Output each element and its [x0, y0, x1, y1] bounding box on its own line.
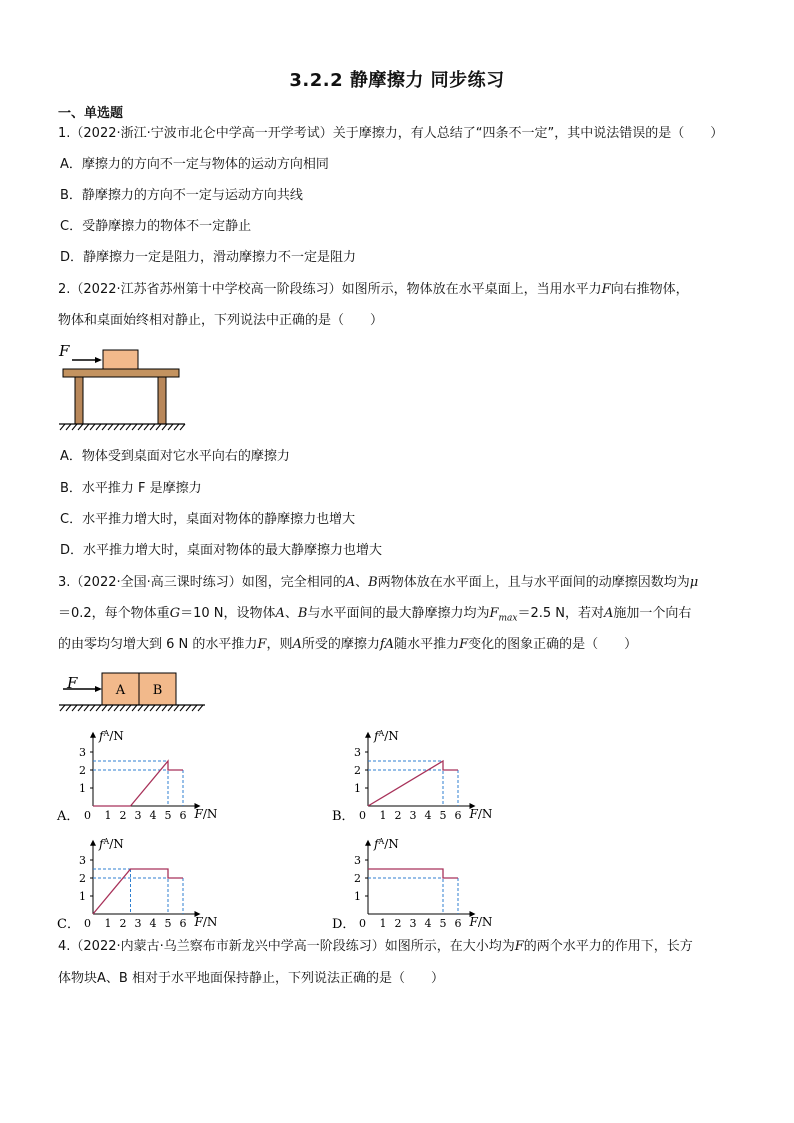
y-tick-label: 2 [354, 872, 361, 885]
x-tick-label: 2 [119, 809, 127, 822]
x-tick-label: 1 [104, 809, 112, 822]
hatch-mark [168, 424, 173, 430]
hatch-mark [180, 705, 185, 711]
q3-stem-line2: ＝0.2，每个物体重G＝10 N，设物体A、B与水平面间的最大静摩擦力均为$F_{max}=2.5$ N，若对A施加一个向右 [58, 606, 692, 624]
x-tick-label: 5 [439, 809, 447, 822]
x-axis-label: F/N [194, 915, 218, 929]
x-tick-label: 6 [179, 917, 187, 930]
hatch-mark [60, 424, 65, 430]
y-axis-arrow [90, 732, 96, 738]
origin-label: 0 [359, 917, 366, 930]
y-axis-label: $f^A/N$ [374, 836, 399, 851]
guide-max-static [93, 761, 168, 806]
hatch-mark [180, 424, 185, 430]
x-axis-label: F/N [469, 807, 493, 821]
hatch-mark [108, 424, 113, 430]
q1-option-c[interactable]: C．受静摩擦力的物体不一定静止 [60, 219, 252, 234]
x-tick-label: 4 [149, 809, 157, 822]
y-axis-label: $f^A/N$ [374, 728, 399, 743]
series-line [93, 869, 183, 914]
graph-option-b[interactable] [330, 716, 505, 828]
hatch-mark [84, 705, 89, 711]
series-line [93, 761, 183, 806]
guide-kinetic [93, 770, 183, 806]
y-tick-label: 3 [354, 746, 361, 759]
q2-tabletop [63, 369, 179, 377]
graph-option-c[interactable] [55, 824, 230, 936]
hatch-mark [120, 424, 125, 430]
x-tick-label: 1 [104, 917, 112, 930]
x-tick-label: 2 [394, 809, 402, 822]
y-axis-arrow [365, 732, 371, 738]
series-line [368, 869, 458, 878]
q2-table-leg-left [75, 377, 83, 424]
hatch-mark [132, 705, 137, 711]
q2-force-arrowhead [95, 357, 102, 363]
hatch-mark [192, 705, 197, 711]
x-tick-label: 1 [379, 917, 387, 930]
hatch-mark [96, 705, 101, 711]
guide-kinetic [93, 878, 183, 914]
graph-option-label: C． [57, 917, 80, 932]
hatch-mark [198, 705, 203, 711]
x-tick-label: 3 [409, 809, 417, 822]
hatch-mark [114, 705, 119, 711]
y-axis-arrow [365, 840, 371, 846]
graph-option-label: A． [57, 809, 80, 824]
q2-option-b[interactable]: B．水平推力 F 是摩擦力 [60, 481, 202, 496]
y-axis-label: $f^A/N$ [99, 836, 124, 851]
hatch-mark [102, 705, 107, 711]
hatch-mark [72, 424, 77, 430]
hatch-mark [84, 424, 89, 430]
y-tick-label: 2 [79, 872, 86, 885]
q4-stem-line2: 体物块A、B 相对于水平地面保持静止，下列说法正确的是（ ） [58, 971, 444, 986]
x-tick-label: 5 [164, 917, 172, 930]
x-tick-label: 4 [424, 809, 432, 822]
guide-kinetic [368, 878, 458, 914]
x-tick-label: 4 [149, 917, 157, 930]
hatch-mark [90, 424, 95, 430]
q3-block-b-label: B [152, 683, 163, 698]
q3-blocks-figure [55, 668, 210, 716]
x-tick-label: 3 [134, 917, 142, 930]
x-tick-label: 5 [439, 917, 447, 930]
y-tick-label: 1 [79, 890, 86, 903]
hatch-mark [144, 424, 149, 430]
q3-force-label: F [67, 674, 78, 692]
hatch-mark [90, 705, 95, 711]
y-tick-label: 3 [79, 854, 86, 867]
origin-label: 0 [84, 917, 91, 930]
q2-table-figure [55, 340, 190, 440]
q3-stem-line3: 的由零均匀增大到 6 N 的水平推力F，则A所受的摩擦力fA随水平推力F变化的图象正确的是（ ） [58, 637, 638, 652]
q2-option-c[interactable]: C．水平推力增大时，桌面对物体的静摩擦力也增大 [60, 512, 356, 527]
hatch-mark [156, 424, 161, 430]
hatch-mark [78, 424, 83, 430]
hatch-mark [66, 424, 71, 430]
y-tick-label: 3 [354, 854, 361, 867]
y-axis-label: $f^A/N$ [99, 728, 124, 743]
q1-option-a[interactable]: A．摩擦力的方向不一定与物体的运动方向相同 [60, 157, 329, 172]
x-tick-label: 4 [424, 917, 432, 930]
hatch-mark [96, 424, 101, 430]
x-tick-label: 2 [119, 917, 127, 930]
series-line [368, 761, 458, 806]
q1-stem: 1.（2022·浙江·宁波市北仑中学高一开学考试）关于摩擦力，有人总结了“四条不一定”，其中说法错误的是（ ） [58, 126, 724, 141]
graph-option-d[interactable] [330, 824, 505, 936]
x-tick-label: 1 [379, 809, 387, 822]
q2-stem-line2: 物体和桌面始终相对静止，下列说法中正确的是（ ） [58, 313, 384, 328]
q2-force-label: F [59, 342, 70, 360]
q2-option-d[interactable]: D．水平推力增大时，桌面对物体的最大静摩擦力也增大 [60, 543, 383, 558]
q2-stem-line1: 2.（2022·江苏省苏州第十中学校高一阶段练习）如图所示，物体放在水平桌面上，当用水平力F向右推物体， [58, 282, 689, 297]
origin-label: 0 [84, 809, 91, 822]
hatch-mark [138, 705, 143, 711]
hatch-mark [168, 705, 173, 711]
graph-option-a[interactable] [55, 716, 230, 828]
x-tick-label: 3 [134, 809, 142, 822]
guide-kinetic [368, 770, 458, 806]
hatch-mark [150, 424, 155, 430]
y-tick-label: 1 [354, 890, 361, 903]
q3-force-arrowhead [95, 686, 102, 692]
q3-block-a-label: A [115, 683, 126, 698]
hatch-mark [114, 424, 119, 430]
guide-max-static [368, 869, 443, 914]
graph-option-label: B． [332, 809, 355, 824]
hatch-mark [162, 424, 167, 430]
hatch-mark [108, 705, 113, 711]
hatch-mark [66, 705, 71, 711]
section-heading: 一、单选题 [58, 106, 124, 121]
hatch-mark [132, 424, 137, 430]
hatch-mark [126, 424, 131, 430]
q2-option-a[interactable]: A．物体受到桌面对它水平向右的摩擦力 [60, 449, 290, 464]
hatch-mark [78, 705, 83, 711]
y-tick-label: 2 [79, 764, 86, 777]
hatch-mark [102, 424, 107, 430]
x-tick-label: 6 [179, 809, 187, 822]
q4-stem-line1: 4.（2022·内蒙古·乌兰察布市新龙兴中学高一阶段练习）如图所示，在大小均为F的两个水平力的作用下，长方 [58, 939, 693, 954]
hatch-mark [60, 705, 65, 711]
hatch-mark [150, 705, 155, 711]
x-axis-label: F/N [469, 915, 493, 929]
x-tick-label: 3 [409, 917, 417, 930]
x-tick-label: 6 [454, 809, 462, 822]
y-tick-label: 3 [79, 746, 86, 759]
graph-option-label: D． [332, 917, 356, 932]
y-tick-label: 1 [79, 782, 86, 795]
hatch-mark [156, 705, 161, 711]
y-tick-label: 1 [354, 782, 361, 795]
hatch-mark [72, 705, 77, 711]
hatch-mark [138, 424, 143, 430]
page-title: 3.2.2 静摩擦力 同步练习 [289, 70, 505, 91]
x-tick-label: 5 [164, 809, 172, 822]
q2-block [103, 350, 138, 369]
y-axis-arrow [90, 840, 96, 846]
hatch-mark [162, 705, 167, 711]
x-tick-label: 6 [454, 917, 462, 930]
x-axis-label: F/N [194, 807, 218, 821]
origin-label: 0 [359, 809, 366, 822]
x-tick-label: 2 [394, 917, 402, 930]
q3-ground-hatch [60, 705, 203, 711]
q1-option-b[interactable]: B．静摩擦力的方向不一定与运动方向共线 [60, 188, 303, 203]
hatch-mark [126, 705, 131, 711]
hatch-mark [186, 705, 191, 711]
q2-ground-hatch [60, 424, 185, 430]
hatch-mark [120, 705, 125, 711]
hatch-mark [144, 705, 149, 711]
hatch-mark [174, 705, 179, 711]
q2-table-leg-right [158, 377, 166, 424]
q1-option-d[interactable]: D．静摩擦力一定是阻力，滑动摩擦力不一定是阻力 [60, 250, 357, 265]
y-tick-label: 2 [354, 764, 361, 777]
q3-stem-line1: 3.（2022·全国·高三课时练习）如图，完全相同的A、B两物体放在水平面上，且与水平面间的动摩擦因数均为μ [58, 575, 699, 590]
hatch-mark [174, 424, 179, 430]
